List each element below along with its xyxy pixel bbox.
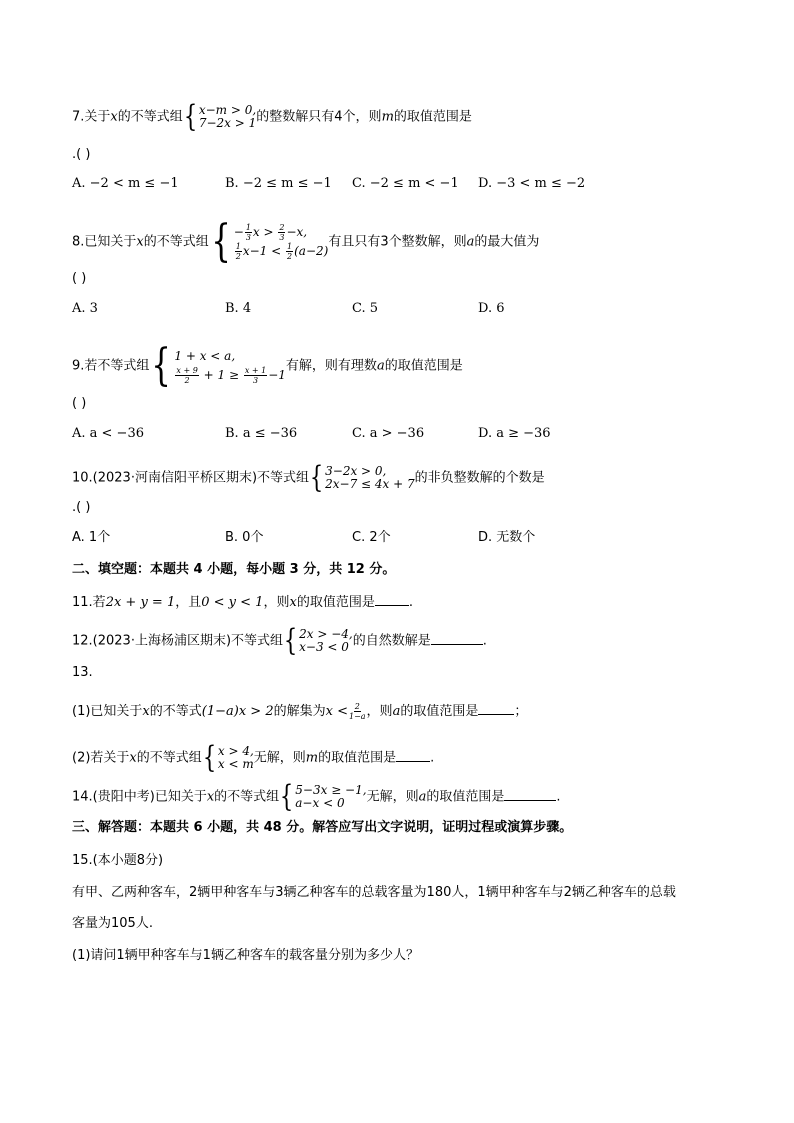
q10-sys-row-2: 2x−7 ≤ 4x + 7	[325, 477, 415, 491]
section-2-heading: 二、填空题：本题共 4 小题，每小题 3 分，共 12 分。	[72, 562, 396, 577]
q9-var-a: a	[376, 358, 385, 374]
q12-sys-row-1: 2x > −4,	[299, 627, 353, 641]
question-12-stem: 12.(2023·上海杨浦区期末)不等式组 { 2x > −4, x−3 < 0 的自然数解是 .	[72, 623, 487, 658]
question-11-stem: 11.若2x + y = 1，且0 < y < 1，则x的取值范围是 .	[72, 595, 413, 610]
q11-text-b: ，且	[175, 595, 202, 610]
q12-answer-blank[interactable]	[431, 632, 483, 645]
q8-options	[72, 301, 722, 317]
q11-text-a: 11.若	[72, 595, 106, 610]
q9-frac-1: $\frac{x + 9}{2}$	[176, 366, 198, 385]
q13-p1-fraction: $\frac{2}{1-a}$	[348, 702, 366, 721]
section-3-heading: 三、解答题：本题共 6 小题，共 48 分。解答应写出文字说明，证明过程或演算步骤。	[72, 820, 573, 835]
q14-var-a: a	[418, 789, 427, 805]
q9-option-c: C. a > −36	[352, 426, 425, 441]
question-13-number: 13.	[72, 665, 93, 680]
q13-p2-var-m: m	[305, 750, 319, 766]
question-10-stem	[72, 460, 545, 495]
q12-inequality-system: { 2x > −4, x−3 < 0	[283, 623, 353, 658]
q13-p2-answer-blank[interactable]	[396, 749, 430, 762]
q8-text-d: 的最大值为	[474, 234, 540, 250]
q8-sys-row-1: − $\frac{1}{3}$ x > $\frac{2}{3}$ −x,	[233, 223, 308, 242]
q10-text-b: 的非负整数解的个数是	[414, 470, 545, 486]
q8-option-d: D. 6	[478, 301, 505, 316]
question-15-part-1: (1)请问1辆甲种客车与1辆乙种客车的载客量分别为多少人？	[72, 948, 419, 963]
q14-var-x: x	[206, 789, 215, 805]
q13-p2-sys-row-2: x < m	[217, 757, 254, 771]
q8-frac-4: $\frac{1}{2}$	[287, 242, 293, 261]
question-8-stem	[72, 216, 540, 267]
q7-sys-row-2: 7−2x > 1	[198, 116, 257, 130]
q11-condition: 0 < y < 1	[201, 595, 264, 610]
q14-sys-row-2: a−x < 0	[295, 796, 345, 810]
question-13-part-1: (1)已知关于x的不等式(1−a)x > 2的解集为x < $\frac{2}{1-a}$ ，则a的取值范围是 ；	[72, 702, 528, 721]
q8-var-x: x	[136, 234, 144, 250]
q8-text-c: 有且只有3个整数解，则	[328, 234, 467, 250]
q8-option-b: B. 4	[225, 301, 252, 316]
q11-var-x: x	[289, 595, 297, 610]
q9-text-b: 有解，则有理数	[285, 358, 377, 374]
q7-text-c: 的整数解只有4个，则	[256, 109, 382, 125]
q8-inequality-system: { − $\frac{1}{3}$ x > $\frac{2}{3}$ −x, $\frac{1}{2}$ x−1 < $\frac{1}{2}$ (a−2)	[210, 216, 329, 267]
q9-option-d: D. a ≥ −36	[478, 426, 551, 441]
q7-options	[72, 176, 722, 192]
q10-option-c: C. 2个	[352, 530, 391, 545]
q9-option-a: A. a < −36	[72, 426, 144, 441]
q10-sys-row-1: 3−2x > 0,	[325, 464, 387, 478]
question-9-stem	[72, 340, 463, 391]
q7-option-b: B. −2 ≤ m ≤ −1	[225, 176, 332, 191]
q8-text-a: 8.已知关于	[72, 234, 137, 250]
q7-inequality-system: { x−m > 0, 7−2x > 1	[183, 99, 257, 134]
q11-equation: 2x + y = 1	[105, 595, 176, 610]
q10-text-a: 10.(2023·河南信阳平桥区期末)不等式组	[72, 470, 310, 486]
question-15-text-line-1: 有甲、乙两种客车，2辆甲种客车与3辆乙种客车的总载客量为180人，1辆甲种客车与2辆乙种客车的总载	[72, 885, 676, 900]
q8-text-b: 的不等式组	[143, 234, 209, 250]
q9-sys-row-1: 1 + x < a,	[174, 349, 236, 363]
q10-inequality-system: { 3−2x > 0, 2x−7 ≤ 4x + 7	[309, 460, 415, 495]
q8-option-a: A. 3	[72, 301, 98, 316]
q14-inequality-system: { 5−3x ≥ −1, a−x < 0	[280, 779, 367, 814]
q7-var-m: m	[381, 109, 394, 125]
q7-answer-paren: .( )	[72, 147, 91, 162]
q7-text-b: 的不等式组	[117, 109, 183, 125]
q8-answer-paren: ( )	[72, 271, 87, 286]
q11-answer-blank[interactable]	[375, 593, 409, 606]
q9-option-b: B. a ≤ −36	[225, 426, 298, 441]
q14-answer-blank[interactable]	[504, 788, 556, 801]
q8-option-c: C. 5	[352, 301, 379, 316]
q9-text-a: 9.若不等式组	[72, 358, 150, 374]
q10-option-d: D. 无数个	[478, 530, 536, 545]
q9-text-c: 的取值范围是	[384, 358, 463, 374]
q13-p1-inequality: (1−a)x > 2	[201, 704, 274, 719]
question-15-title: 15.(本小题8分)	[72, 853, 164, 868]
question-15-text-line-2: 客量为105人.	[72, 916, 153, 931]
q7-option-a: A. −2 < m ≤ −1	[72, 176, 179, 191]
q11-text-c: ，则	[263, 595, 290, 610]
q13-p1-var-a: a	[392, 704, 401, 719]
q7-text-d: 的取值范围是	[393, 109, 472, 125]
q8-frac-3: $\frac{1}{2}$	[235, 242, 241, 261]
q8-frac-2: $\frac{2}{3}$	[279, 223, 285, 242]
q13-p2-sys-row-1: x > 4,	[217, 744, 254, 758]
q13-p2-inequality-system: { x > 4, x < m	[202, 740, 254, 775]
q11-text-d: 的取值范围是	[296, 595, 375, 610]
q8-sys-row-2: $\frac{1}{2}$ x−1 < $\frac{1}{2}$ (a−2)	[235, 242, 329, 261]
q7-sys-row-1: x−m > 0,	[198, 103, 257, 117]
q13-p1-var-x: x	[142, 704, 150, 719]
q10-option-a: A. 1个	[72, 530, 111, 545]
q9-options	[72, 426, 722, 442]
q14-sys-row-1: 5−3x ≥ −1,	[295, 783, 367, 797]
q7-option-c: C. −2 ≤ m < −1	[352, 176, 459, 191]
q7-var-x: x	[110, 109, 118, 125]
q9-sys-row-2: $\frac{x + 9}{2}$ + 1 ≥ $\frac{x + 1}{3}$ −1	[176, 366, 286, 385]
q8-frac-1: $\frac{1}{3}$	[245, 223, 251, 242]
q7-text-a: 7.关于	[72, 109, 111, 125]
q9-inequality-system: { 1 + x < a, $\frac{x + 9}{2}$ + 1 ≥ $\frac{x + 1}{3}$ −1	[151, 340, 286, 391]
q7-option-d: D. −3 < m ≤ −2	[478, 176, 586, 191]
question-13-part-2: (2)若关于x的不等式组 { x > 4, x < m 无解，则m的取值范围是 .	[72, 740, 435, 775]
q9-answer-paren: ( )	[72, 396, 87, 411]
q9-frac-2: $\frac{x + 1}{3}$	[244, 366, 267, 385]
q13-p2-var-x: x	[129, 750, 137, 766]
q12-sys-row-2: x−3 < 0	[299, 640, 349, 654]
question-14-stem: 14.(贵阳中考)已知关于x的不等式组 { 5−3x ≥ −1, a−x < 0 无解，则a的取值范围是 .	[72, 779, 561, 814]
q8-var-a: a	[466, 234, 475, 250]
q10-option-b: B. 0个	[225, 530, 264, 545]
q12-text-b: 的自然数解是	[352, 633, 431, 649]
q10-options	[72, 530, 722, 546]
question-7-stem	[72, 99, 472, 134]
q12-text-a: 12.(2023·上海杨浦区期末)不等式组	[72, 633, 284, 649]
q13-p1-answer-blank[interactable]	[478, 702, 514, 715]
q10-answer-paren: .( )	[72, 500, 91, 515]
